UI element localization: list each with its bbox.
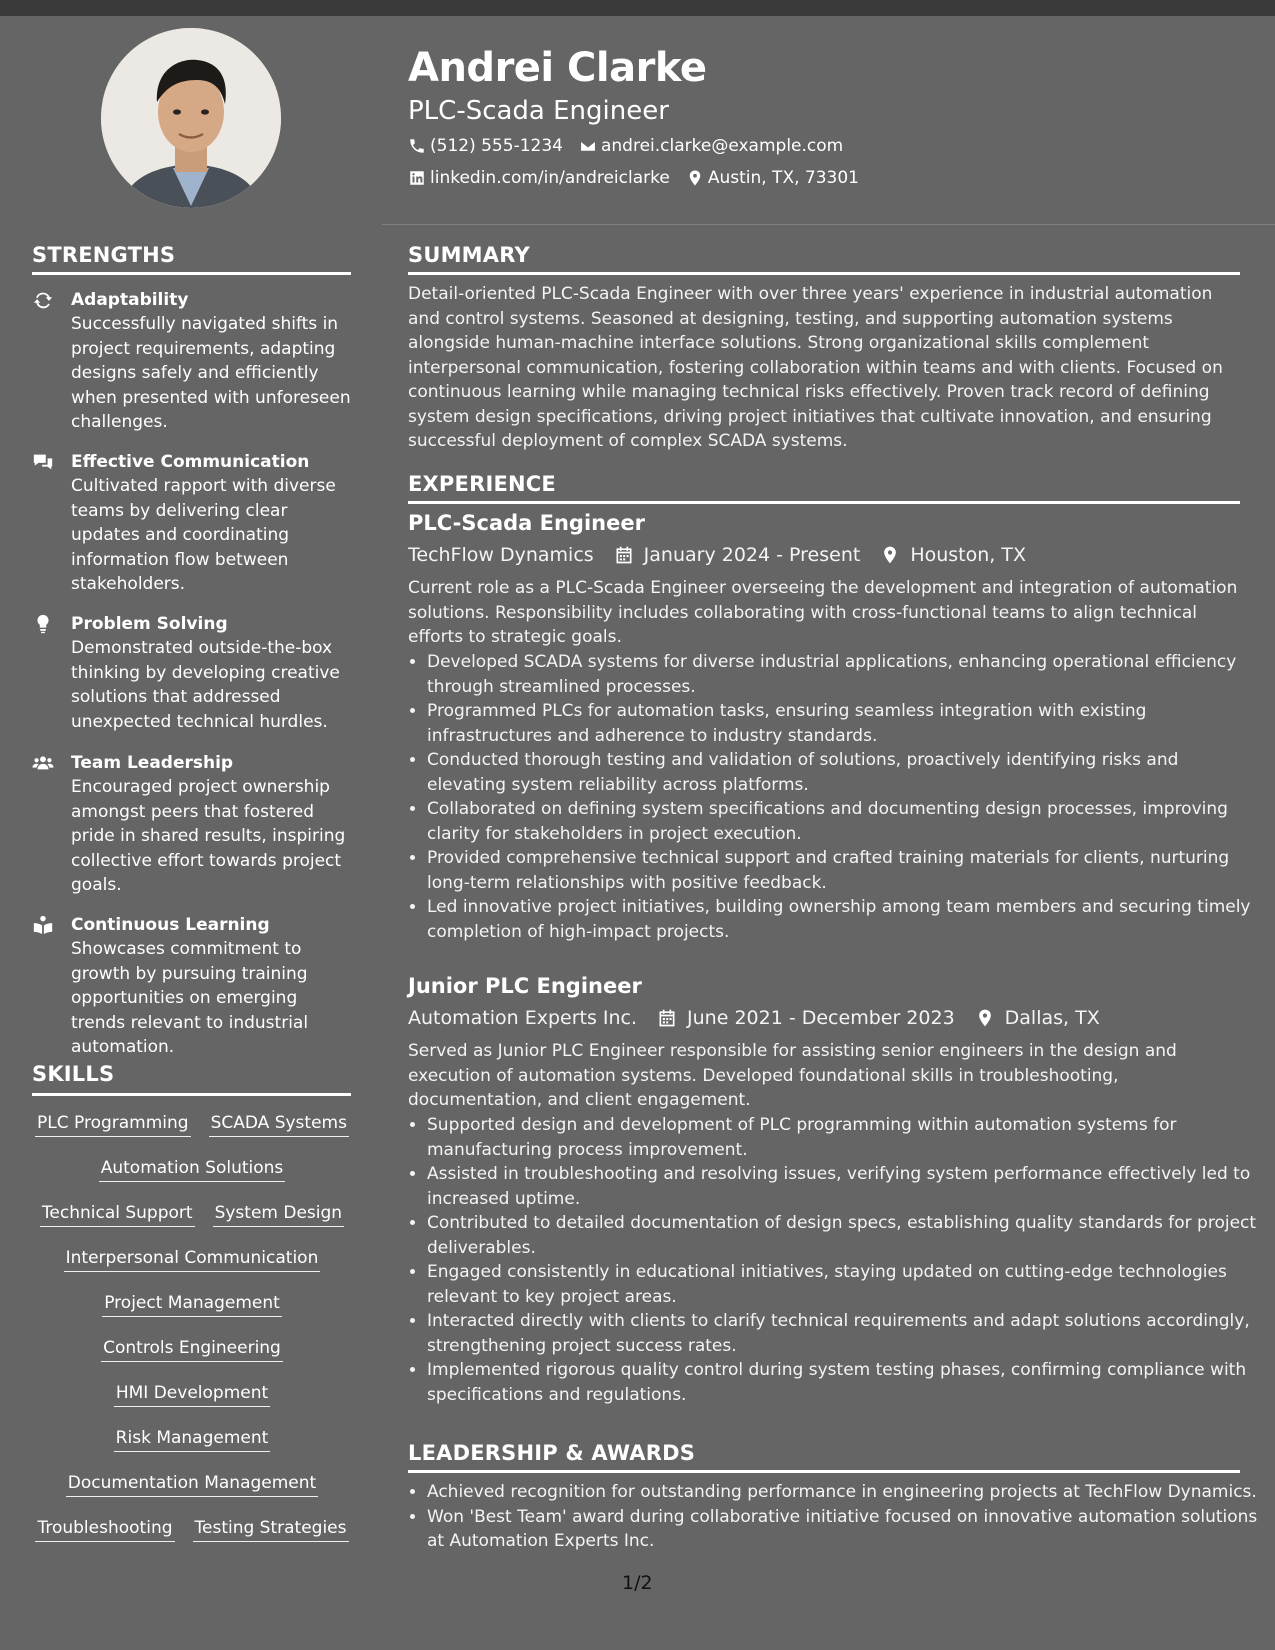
linkedin-contact[interactable] [408, 168, 670, 188]
job-title: PLC-Scada Engineer [408, 511, 645, 535]
skill-tag: Interpersonal Communication [64, 1245, 321, 1272]
skill-tag: Controls Engineering [101, 1335, 283, 1362]
header-divider [382, 224, 1275, 225]
skill-tag: PLC Programming [35, 1110, 191, 1137]
job-location-group [975, 1007, 1100, 1029]
phone-contact[interactable] [408, 136, 563, 156]
list-item: • Assisted in troubleshooting and resolving issues, verifying system performance effectively led to increased uptime. [427, 1162, 1262, 1211]
strength-title: Continuous Learning [71, 915, 270, 935]
skill-tag: Testing Strategies [193, 1515, 349, 1542]
job-dates: June 2021 - December 2023 [687, 1007, 955, 1029]
strength-title: Problem Solving [71, 614, 228, 634]
job-location: Dallas, TX [1004, 1007, 1100, 1029]
skill-tag: Project Management [102, 1290, 282, 1317]
calendar-icon [614, 545, 634, 565]
map-marker-icon [686, 169, 704, 187]
strength-title: Team Leadership [71, 753, 234, 773]
skills-row [32, 1515, 352, 1542]
strength-title: Effective Communication [71, 452, 310, 472]
calendar-icon [657, 1008, 677, 1028]
skills-row [32, 1425, 352, 1452]
list-item: • Led innovative project initiatives, building ownership among team members and securing timely completion of high-impact projects. [427, 895, 1262, 944]
skills-row [32, 1200, 352, 1227]
skill-tag: Risk Management [114, 1425, 271, 1452]
skill-tag: Troubleshooting [35, 1515, 174, 1542]
list-item: • Developed SCADA systems for diverse industrial applications, enhancing operational efficiency through streamlined processes. [427, 650, 1262, 699]
list-item: • Contributed to detailed documentation of design specs, establishing quality standards for project deliverables. [427, 1211, 1262, 1260]
profile-photo [101, 28, 281, 208]
awards-bullets [408, 1480, 1262, 1554]
job-meta [408, 540, 1046, 570]
strength-title: Adaptability [71, 290, 189, 310]
job-dates: January 2024 - Present [643, 544, 861, 566]
list-item: • Provided comprehensive technical support and crafted training materials for clients, nurturing long-term relationships with positive feedback. [427, 846, 1262, 895]
experience-heading: EXPERIENCE [408, 472, 556, 496]
strength-desc: Encouraged project ownership amongst peers that fostered pride in shared results, inspiring collective effort towards project goals. [71, 777, 346, 895]
book-reader-icon [32, 914, 54, 936]
list-item: • Collaborated on defining system specifications and documenting design processes, improving clarity for stakeholders in project execution. [427, 797, 1262, 846]
summary-text: Detail-oriented PLC-Scada Engineer with over three years' experience in industrial automation and control systems. Seasoned at designing, testing, and supporting automation systems alongside human-machine interface solutions. Strong organizational skills complement interpersonal communication, fostering collaboration within teams and with clients. Focused on continuous learning while managing technical risks effectively. Proven track record of defining system design specifications, driving project initiatives that cultivate innovation, and ensuring successful deployment of complex SCADA systems. [408, 284, 1223, 451]
contact-row-2 [408, 164, 875, 192]
candidate-name: Andrei Clarke [408, 45, 707, 91]
comments-icon [32, 451, 54, 473]
job-location: Houston, TX [910, 544, 1026, 566]
skills-heading: SKILLS [32, 1062, 115, 1086]
map-marker-icon [975, 1008, 995, 1028]
skills-row [32, 1245, 352, 1272]
linkedin-icon [408, 169, 426, 187]
map-marker-icon [880, 545, 900, 565]
list-item: • Interacted directly with clients to clarify technical requirements and adapt solutions accordingly, strengthening project success rates. [427, 1309, 1262, 1358]
skills-underline [32, 1093, 351, 1096]
list-item: • Achieved recognition for outstanding performance in engineering projects at TechFlow Dynamics. [427, 1480, 1262, 1505]
summary-heading: SUMMARY [408, 243, 530, 267]
summary-underline [408, 272, 1240, 275]
phone-text: (512) 555-1234 [430, 136, 563, 156]
job-company: TechFlow Dynamics [408, 544, 594, 566]
skills-row [32, 1110, 352, 1137]
skill-tag: SCADA Systems [209, 1110, 349, 1137]
job-description: Current role as a PLC-Scada Engineer overseeing the development and integration of automation solutions. Responsibility includes collaborating with cross-functional teams to align technical efforts to strategic goals. [408, 578, 1238, 647]
list-item: • Supported design and development of PLC programming within automation systems for manufacturing process improvement. [427, 1113, 1262, 1162]
job-title: Junior PLC Engineer [408, 974, 642, 998]
skill-tag: System Design [213, 1200, 345, 1227]
awards-heading: LEADERSHIP & AWARDS [408, 1441, 696, 1465]
job-description: Served as Junior PLC Engineer responsible for assisting senior engineers in the design and execution of automation systems. Developed foundational skills in troubleshooting, documentation, and client engagement. [408, 1041, 1177, 1110]
skill-tag: Documentation Management [66, 1470, 318, 1497]
phone-icon [408, 137, 426, 155]
linkedin-text: linkedin.com/in/andreiclarke [430, 168, 670, 188]
strength-desc: Demonstrated outside-the-box thinking by developing creative solutions that addressed unexpected technical hurdles. [71, 638, 340, 732]
awards-underline [408, 1470, 1240, 1473]
list-item: • Engaged consistently in educational initiatives, staying updated on cutting-edge technologies relevant to key project areas. [427, 1260, 1262, 1309]
refresh-icon [32, 289, 54, 311]
skill-tag: Technical Support [40, 1200, 195, 1227]
email-text: andrei.clarke@example.com [600, 136, 844, 156]
job-meta [408, 1003, 1120, 1033]
location-contact [686, 168, 859, 188]
lightbulb-icon [32, 613, 54, 635]
strength-desc: Successfully navigated shifts in project requirements, adapting designs safely and efficiently when presented with unforeseen challenges. [71, 314, 351, 432]
job-bullets [408, 1113, 1262, 1407]
strength-desc: Showcases commitment to growth by pursuing training opportunities on emerging trends relevant to industrial automation. [71, 939, 309, 1057]
skills-row [32, 1380, 352, 1407]
location-text: Austin, TX, 73301 [707, 168, 859, 188]
skill-tag: Automation Solutions [99, 1155, 286, 1182]
skills-row [32, 1155, 352, 1182]
email-contact[interactable] [579, 136, 843, 156]
job-bullets [408, 650, 1262, 944]
experience-underline [408, 501, 1240, 504]
strength-desc: Cultivated rapport with diverse teams by delivering clear updates and coordinating information flow between stakeholders. [71, 476, 336, 594]
page-number: 1/2 [622, 1572, 653, 1594]
skills-row [32, 1335, 352, 1362]
list-item: • Won 'Best Team' award during collaborative initiative focused on innovative automation solutions at Automation Experts Inc. [427, 1505, 1262, 1554]
users-icon [32, 752, 54, 774]
list-item: • Programmed PLCs for automation tasks, ensuring seamless integration with existing infrastructures and adherence to industry standards. [427, 699, 1262, 748]
list-item: • Conducted thorough testing and validation of solutions, proactively identifying risks and elevating system reliability across platforms. [427, 748, 1262, 797]
top-bar [0, 0, 1275, 16]
list-item: • Implemented rigorous quality control during system testing phases, confirming compliance with specifications and regulations. [427, 1358, 1262, 1407]
contact-row-1 [408, 132, 859, 160]
job-location-group [880, 544, 1026, 566]
skills-row [32, 1290, 352, 1317]
skill-tag: HMI Development [114, 1380, 270, 1407]
job-dates-group [614, 544, 861, 566]
strengths-underline [32, 272, 351, 275]
candidate-title: PLC-Scada Engineer [408, 96, 669, 126]
envelope-icon [579, 137, 597, 155]
job-company: Automation Experts Inc. [408, 1007, 638, 1029]
skills-row [32, 1470, 352, 1497]
strengths-heading: STRENGTHS [32, 243, 176, 267]
job-dates-group [657, 1007, 955, 1029]
